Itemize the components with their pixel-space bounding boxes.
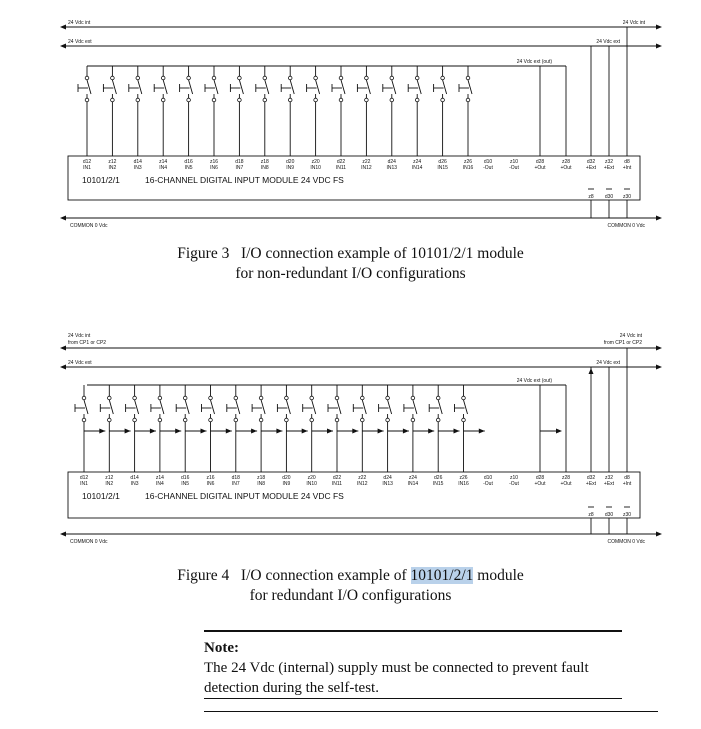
note-text: The 24 Vdc (internal) supply must be connected to prevent fault detection during the self-test. [204,660,589,696]
terminal-signal-label: -Out [483,165,493,171]
terminal-signal-label: IN15 [437,165,448,171]
bottom-pin-label: z8 [588,512,594,518]
common-arrow-right-icon [656,532,662,537]
contact-bottom-icon [82,418,86,422]
contact-bottom-icon [108,418,112,422]
contact-bottom-icon [415,98,419,102]
terminal-signal-label: IN2 [108,165,117,171]
switch-blade [163,80,167,94]
contact-bottom-icon [365,98,369,102]
terminal-pin-label: z12 [105,475,114,481]
switch-blade [290,80,294,94]
terminal-signal-label: -Out [483,481,493,487]
switch-blade [239,80,243,94]
contact-top-icon [133,396,137,400]
contact-top-icon [136,76,140,80]
common-label-right: COMMON 0 Vdc [607,223,645,229]
module-id-label: 10101/2/1 [82,175,120,185]
contact-top-icon [234,396,238,400]
redundant-feed-arrow-icon [276,429,282,434]
common-label-left: COMMON 0 Vdc [70,539,108,545]
terminal-pin-label: d20 [286,159,295,165]
contact-top-icon [339,76,343,80]
contact-bottom-icon [158,418,162,422]
contact-top-icon [390,76,394,80]
terminal-signal-label: IN11 [331,481,343,487]
terminal-signal-label: IN10 [310,165,321,171]
terminal-pin-label: z10 [509,159,519,165]
terminal-signal-label: IN13 [386,165,398,171]
ext-out-label: 24 Vdc ext (out) [516,59,552,65]
terminal-signal-label: IN12 [357,481,368,487]
switch-blade [413,400,417,414]
common-arrow-left-icon [60,216,66,221]
terminal-signal-label: +Ext [603,481,615,487]
redundant-feed-arrow-icon [125,429,131,434]
terminal-signal-label: IN14 [407,481,419,487]
terminal-signal-label: IN1 [83,165,91,171]
supply-ext-arrow-right-icon [656,44,662,49]
terminal-pin-label: d28 [535,475,545,481]
contact-bottom-icon [441,98,445,102]
figure-3-caption [0,244,701,284]
terminal-signal-label: IN8 [257,481,265,487]
terminal-pin-label: d8 [624,475,630,481]
terminal-pin-label: z28 [561,159,571,165]
terminal-signal-label: IN5 [181,481,190,487]
contact-bottom-icon [386,418,390,422]
terminal-pin-label: z28 [561,475,571,481]
terminal-signal-label: IN6 [206,481,215,487]
terminal-pin-label: d32 [586,159,596,165]
terminal-pin-label: z16 [206,475,215,481]
terminal-signal-label: +Int [622,481,632,487]
supply-int-label: 24 Vdc int [68,333,91,339]
terminal-signal-label: +Ext [585,165,597,171]
switch-blade [236,400,240,414]
switch-blade [135,400,139,414]
common-label-left: COMMON 0 Vdc [70,223,108,229]
contact-bottom-icon [285,418,289,422]
supply-int-sub-label: from CP1 or CP2 [68,340,107,346]
contact-top-icon [314,76,318,80]
figure-4-wiring-diagram [0,322,701,560]
switch-blade [417,80,421,94]
figure-3-wiring-diagram [0,0,701,240]
switch-blade [214,80,218,94]
contact-top-icon [462,396,466,400]
terminal-signal-label: IN3 [133,165,142,171]
bottom-pin-label: d30 [604,512,614,518]
terminal-signal-label: IN1 [80,481,88,487]
switch-blade [84,400,88,414]
terminal-signal-label: IN10 [306,481,317,487]
redundant-feed-arrow-icon [352,429,358,434]
terminal-signal-label: IN7 [235,165,244,171]
supply-ext-label: 24 Vdc ext [68,39,92,45]
terminal-signal-label: IN5 [184,165,193,171]
bottom-pin-label: z8 [588,194,594,200]
supply-ext-arrow-left-icon [60,44,66,49]
switch-blade [392,80,396,94]
contact-bottom-icon [238,98,242,102]
contact-bottom-icon [339,98,343,102]
note-box [204,630,622,698]
switch-blade [87,80,91,94]
contact-bottom-icon [263,98,267,102]
contact-bottom-icon [466,98,470,102]
ext-out-label: 24 Vdc ext (out) [516,378,552,384]
switch-blade [366,80,370,94]
terminal-pin-label: d28 [535,159,545,165]
contact-top-icon [310,396,314,400]
terminal-signal-label: +Ext [585,481,597,487]
contact-top-icon [187,76,191,80]
terminal-pin-label: d26 [434,475,443,481]
bottom-pin-label: z30 [622,512,632,518]
redundant-feed-arrow-icon [251,429,257,434]
terminal-pin-label: d16 [184,159,193,165]
terminal-signal-label: IN16 [462,165,474,171]
contact-top-icon [411,396,415,400]
switch-blade [112,80,116,94]
terminal-signal-label: IN15 [432,481,444,487]
contact-top-icon [183,396,187,400]
switch-blade [261,400,265,414]
figure-4-caption-suffix: module [473,567,524,584]
terminal-pin-label: d22 [336,159,346,165]
contact-top-icon [238,76,242,80]
supply-int-arrow-right-icon [656,25,662,30]
contact-top-icon [466,76,470,80]
terminal-pin-label: z20 [311,159,320,165]
contact-bottom-icon [462,418,466,422]
redundant-feed-arrow-icon [175,429,181,434]
module-title-label: 16-CHANNEL DIGITAL INPUT MODULE 24 VDC FS [145,175,344,185]
redundant-feed-arrow-icon [226,429,232,434]
terminal-signal-label: IN6 [210,165,218,171]
contact-top-icon [365,76,369,80]
terminal-signal-label: IN14 [411,165,423,171]
figure-4-caption-prefix: Figure 4 I/O connection example of [177,567,411,584]
terminal-pin-label: d10 [483,475,493,481]
terminal-signal-label: +Out [534,165,546,171]
switch-blade [316,80,320,94]
terminal-pin-label: z24 [413,159,422,165]
terminal-pin-label: d14 [133,159,142,165]
terminal-pin-label: z14 [159,159,168,165]
contact-bottom-icon [183,418,187,422]
supply-int-label-right: 24 Vdc int [622,20,645,26]
terminal-signal-label: -Out [509,481,519,487]
switch-blade [341,80,345,94]
contact-top-icon [361,396,365,400]
terminal-pin-label: d22 [332,475,342,481]
contact-bottom-icon [212,98,216,102]
figure-4-caption-highlight[interactable]: 10101/2/1 [410,567,474,584]
supply-int-label-right: 24 Vdc int [619,333,642,339]
terminal-pin-label: d12 [82,159,92,165]
figure-4-caption [0,566,701,606]
contact-bottom-icon [85,98,89,102]
terminal-pin-label: z26 [459,475,468,481]
contact-bottom-icon [411,418,415,422]
common-arrow-right-icon [656,216,662,221]
supply-ext-label-right: 24 Vdc ext [596,39,620,45]
redundant-feed-arrow-icon [302,429,308,434]
terminal-pin-label: z14 [155,475,164,481]
terminal-pin-label: d14 [130,475,139,481]
contact-top-icon [263,76,267,80]
switch-blade [362,400,366,414]
redundant-feed-arrow-icon [479,429,485,434]
terminal-pin-label: d32 [586,475,596,481]
redundant-feed-arrow-icon [201,429,207,434]
contact-bottom-icon [390,98,394,102]
redundant-feed-arrow-icon [327,429,333,434]
terminal-pin-label: z20 [307,475,316,481]
note-title: Note: [204,640,239,656]
terminal-pin-label: d18 [231,475,240,481]
terminal-pin-label: z32 [604,159,614,165]
bottom-pin-label: d30 [604,194,614,200]
terminal-pin-label: z22 [358,475,367,481]
switch-blade [211,400,215,414]
contact-bottom-icon [314,98,318,102]
terminal-signal-label: +Int [622,165,632,171]
terminal-signal-label: IN16 [458,481,469,487]
terminal-signal-label: IN4 [156,481,164,487]
contact-bottom-icon [259,418,263,422]
supply-int-arrow-right-icon [656,346,662,351]
switch-blade [185,400,189,414]
figure-4-caption-line2: for redundant I/O configurations [249,587,452,604]
contact-bottom-icon [111,98,115,102]
terminal-signal-label: IN7 [231,481,240,487]
terminal-pin-label: d24 [383,475,392,481]
supply-int-label: 24 Vdc int [68,20,91,26]
common-arrow-left-icon [60,532,66,537]
contact-top-icon [436,396,440,400]
contact-bottom-icon [234,418,238,422]
supply-int-arrow-left-icon [60,25,66,30]
redundant-feed-arrow-icon [378,429,384,434]
switch-blade [160,400,164,414]
module-id-label: 10101/2/1 [82,491,120,501]
terminal-pin-label: z18 [257,475,266,481]
terminal-signal-label: +Out [560,165,572,171]
switch-blade [265,80,269,94]
contact-top-icon [161,76,165,80]
contact-bottom-icon [436,418,440,422]
contact-top-icon [212,76,216,80]
terminal-signal-label: IN2 [105,481,114,487]
contact-top-icon [108,396,112,400]
terminal-signal-label: IN9 [282,481,291,487]
redundant-out-arrow-icon [556,429,562,434]
contact-bottom-icon [310,418,314,422]
bottom-pin-label: z30 [622,194,632,200]
ext-drop-arrow-icon [589,368,594,374]
terminal-signal-label: IN4 [159,165,168,171]
contact-top-icon [85,76,89,80]
note-divider [204,698,622,699]
terminal-pin-label: d18 [235,159,244,165]
switch-blade [109,400,113,414]
redundant-feed-arrow-icon [428,429,434,434]
redundant-feed-arrow-icon [150,429,156,434]
switch-blade [388,400,392,414]
contact-top-icon [335,396,339,400]
contact-top-icon [82,396,86,400]
contact-top-icon [209,396,213,400]
supply-ext-label-right: 24 Vdc ext [596,360,620,366]
contact-bottom-icon [209,418,213,422]
terminal-signal-label: +Out [534,481,546,487]
terminal-pin-label: z32 [604,475,614,481]
switch-blade [189,80,193,94]
terminal-pin-label: z10 [509,475,519,481]
contact-bottom-icon [133,418,137,422]
terminal-pin-label: z24 [408,475,417,481]
terminal-pin-label: d10 [483,159,493,165]
terminal-pin-label: z22 [362,159,371,165]
supply-int-sub-label-right: from CP1 or CP2 [603,340,642,346]
contact-bottom-icon [361,418,365,422]
supply-int-arrow-left-icon [60,346,66,351]
contact-bottom-icon [136,98,140,102]
terminal-pin-label: d26 [438,159,447,165]
switch-blade [468,80,472,94]
switch-blade [337,400,341,414]
figure-3-caption-line1: Figure 3 I/O connection example of 10101/2/1 module [177,245,524,262]
module-title-label: 16-CHANNEL DIGITAL INPUT MODULE 24 VDC FS [145,491,344,501]
terminal-pin-label: z18 [260,159,269,165]
terminal-signal-label: -Out [509,165,519,171]
contact-top-icon [285,396,289,400]
contact-bottom-icon [187,98,191,102]
switch-blade [443,80,447,94]
terminal-pin-label: d20 [282,475,291,481]
contact-bottom-icon [335,418,339,422]
terminal-signal-label: IN3 [130,481,139,487]
contact-top-icon [441,76,445,80]
figure-3-caption-line2: for non-redundant I/O configurations [235,265,466,282]
contact-top-icon [415,76,419,80]
terminal-signal-label: IN9 [286,165,295,171]
supply-ext-arrow-right-icon [656,365,662,370]
contact-bottom-icon [288,98,292,102]
terminal-pin-label: z12 [108,159,117,165]
figure-4-diagram [0,322,701,560]
terminal-pin-label: z26 [463,159,473,165]
contact-top-icon [111,76,115,80]
redundant-feed-arrow-icon [403,429,409,434]
contact-bottom-icon [161,98,165,102]
supply-ext-arrow-left-icon [60,365,66,370]
redundant-feed-arrow-icon [454,429,460,434]
terminal-pin-label: d16 [181,475,190,481]
terminal-pin-label: d12 [79,475,89,481]
switch-blade [438,400,442,414]
page-rule [204,711,658,712]
terminal-signal-label: IN11 [335,165,347,171]
switch-blade [138,80,142,94]
terminal-signal-label: +Ext [603,165,615,171]
switch-blade [464,400,468,414]
terminal-signal-label: IN12 [361,165,372,171]
switch-blade [286,400,290,414]
figure-3-diagram [0,0,701,240]
redundant-feed-arrow-icon [99,429,105,434]
contact-top-icon [386,396,390,400]
contact-top-icon [288,76,292,80]
terminal-signal-label: IN8 [260,165,269,171]
switch-blade [312,400,316,414]
figure-4-caption-line1 [0,566,701,586]
supply-ext-label: 24 Vdc ext [68,360,92,366]
terminal-signal-label: +Out [560,481,572,487]
contact-top-icon [158,396,162,400]
terminal-pin-label: z16 [209,159,219,165]
common-label-right: COMMON 0 Vdc [607,539,645,545]
terminal-pin-label: d8 [624,159,630,165]
terminal-pin-label: d24 [387,159,396,165]
contact-top-icon [259,396,263,400]
terminal-signal-label: IN13 [382,481,393,487]
